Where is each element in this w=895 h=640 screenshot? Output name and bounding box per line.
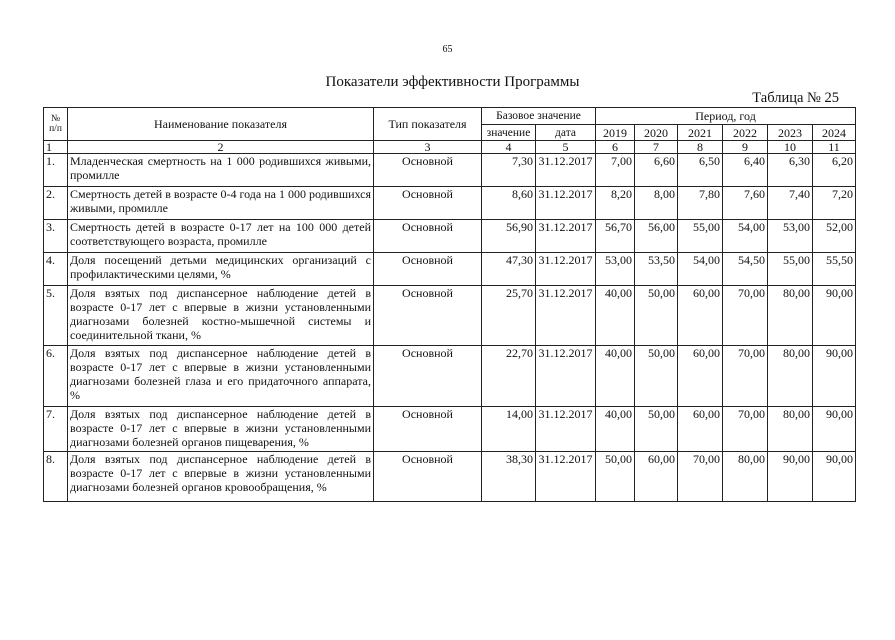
indicator-type: Основной [374, 253, 482, 286]
header-no: № п/п [44, 108, 68, 141]
year-value: 55,00 [678, 220, 723, 253]
year-value: 90,00 [813, 452, 856, 502]
indicator-name: Смертность детей в возрасте 0-17 лет на 100 000 детей соответствующего возраста, промилле [68, 220, 374, 253]
year-value: 53,00 [596, 253, 635, 286]
year-value: 8,00 [635, 187, 678, 220]
header-base-value: значение [482, 125, 536, 141]
year-value: 80,00 [768, 286, 813, 346]
indicator-type: Основной [374, 346, 482, 407]
year-value: 6,50 [678, 154, 723, 187]
year-value: 70,00 [678, 452, 723, 502]
table-row [44, 220, 856, 253]
indicator-type: Основной [374, 154, 482, 187]
year-value: 56,70 [596, 220, 635, 253]
base-value: 38,30 [482, 452, 536, 502]
header-base: Базовое значение [482, 108, 596, 125]
header-year: 2024 [813, 125, 856, 141]
year-value: 50,00 [596, 452, 635, 502]
year-value: 6,40 [723, 154, 768, 187]
year-value: 56,00 [635, 220, 678, 253]
row-number: 4. [44, 253, 68, 286]
year-value: 6,60 [635, 154, 678, 187]
indicator-name: Доля взятых под диспансерное наблюдение детей в возрасте 0-17 лет с впервые в жизни установленными диагнозами болезней органов кровообращения, % [68, 452, 374, 502]
indicator-name: Доля посещений детьми медицинских организаций с профилактическими целями, % [68, 253, 374, 286]
year-value: 40,00 [596, 346, 635, 407]
header-year: 2019 [596, 125, 635, 141]
row-number: 3. [44, 220, 68, 253]
column-number: 2 [68, 141, 374, 154]
base-date: 31.12.2017 [536, 220, 596, 253]
base-value: 56,90 [482, 220, 536, 253]
year-value: 90,00 [768, 452, 813, 502]
year-value: 8,20 [596, 187, 635, 220]
table-row [44, 452, 856, 502]
base-value: 47,30 [482, 253, 536, 286]
year-value: 70,00 [723, 286, 768, 346]
year-value: 90,00 [813, 407, 856, 452]
table-row [44, 187, 856, 220]
row-number: 7. [44, 407, 68, 452]
column-number: 4 [482, 141, 536, 154]
year-value: 70,00 [723, 407, 768, 452]
column-number: 7 [635, 141, 678, 154]
base-date: 31.12.2017 [536, 452, 596, 502]
base-date: 31.12.2017 [536, 187, 596, 220]
year-value: 50,00 [635, 286, 678, 346]
base-date: 31.12.2017 [536, 253, 596, 286]
year-value: 54,50 [723, 253, 768, 286]
year-value: 7,80 [678, 187, 723, 220]
header-base-date: дата [536, 125, 596, 141]
base-date: 31.12.2017 [536, 407, 596, 452]
column-numbers-row [44, 141, 856, 154]
column-number: 11 [813, 141, 856, 154]
year-value: 6,30 [768, 154, 813, 187]
year-value: 60,00 [635, 452, 678, 502]
year-value: 53,00 [768, 220, 813, 253]
year-value: 54,00 [678, 253, 723, 286]
header-period: Период, год [596, 108, 856, 125]
base-value: 22,70 [482, 346, 536, 407]
header-name: Наименование показателя [68, 108, 374, 141]
column-number: 8 [678, 141, 723, 154]
indicators-table [43, 107, 856, 502]
table-row [44, 407, 856, 452]
indicator-name: Младенческая смертность на 1 000 родившихся живыми, промилле [68, 154, 374, 187]
table-row [44, 154, 856, 187]
year-value: 90,00 [813, 286, 856, 346]
indicator-type: Основной [374, 187, 482, 220]
year-value: 7,00 [596, 154, 635, 187]
base-value: 25,70 [482, 286, 536, 346]
base-value: 7,30 [482, 154, 536, 187]
indicator-type: Основной [374, 286, 482, 346]
indicator-name: Доля взятых под диспансерное наблюдение детей в возрасте 0-17 лет с впервые в жизни установленными диагнозами болезней органов пищеварения, % [68, 407, 374, 452]
year-value: 50,00 [635, 346, 678, 407]
table-row [44, 286, 856, 346]
row-number: 1. [44, 154, 68, 187]
base-value: 14,00 [482, 407, 536, 452]
table-caption: Таблица № 25 [752, 90, 839, 106]
header-year: 2022 [723, 125, 768, 141]
indicator-name: Доля взятых под диспансерное наблюдение детей в возрасте 0-17 лет с впервые в жизни установленными диагнозами болезней костно-мышечной системы и соединительной ткани, % [68, 286, 374, 346]
header-type: Тип показателя [374, 108, 482, 141]
row-number: 8. [44, 452, 68, 502]
year-value: 54,00 [723, 220, 768, 253]
column-number: 1 [44, 141, 68, 154]
table-row [44, 253, 856, 286]
header-year: 2020 [635, 125, 678, 141]
column-number: 10 [768, 141, 813, 154]
year-value: 60,00 [678, 346, 723, 407]
base-date: 31.12.2017 [536, 154, 596, 187]
year-value: 80,00 [723, 452, 768, 502]
year-value: 7,20 [813, 187, 856, 220]
indicator-type: Основной [374, 407, 482, 452]
year-value: 7,40 [768, 187, 813, 220]
header-year: 2023 [768, 125, 813, 141]
year-value: 40,00 [596, 407, 635, 452]
year-value: 55,50 [813, 253, 856, 286]
year-value: 6,20 [813, 154, 856, 187]
year-value: 90,00 [813, 346, 856, 407]
column-number: 5 [536, 141, 596, 154]
year-value: 80,00 [768, 407, 813, 452]
year-value: 60,00 [678, 407, 723, 452]
column-number: 3 [374, 141, 482, 154]
indicator-type: Основной [374, 452, 482, 502]
document-title: Показатели эффективности Программы [325, 74, 580, 90]
year-value: 53,50 [635, 253, 678, 286]
row-number: 6. [44, 346, 68, 407]
header-year: 2021 [678, 125, 723, 141]
year-value: 40,00 [596, 286, 635, 346]
year-value: 70,00 [723, 346, 768, 407]
year-value: 55,00 [768, 253, 813, 286]
table-row [44, 346, 856, 407]
year-value: 7,60 [723, 187, 768, 220]
row-number: 2. [44, 187, 68, 220]
base-date: 31.12.2017 [536, 346, 596, 407]
column-number: 9 [723, 141, 768, 154]
indicator-type: Основной [374, 220, 482, 253]
base-date: 31.12.2017 [536, 286, 596, 346]
indicator-name: Доля взятых под диспансерное наблюдение детей в возрасте 0-17 лет с впервые в жизни установленными диагнозами болезней глаза и его придаточного аппарата, % [68, 346, 374, 407]
year-value: 50,00 [635, 407, 678, 452]
year-value: 52,00 [813, 220, 856, 253]
column-number: 6 [596, 141, 635, 154]
row-number: 5. [44, 286, 68, 346]
base-value: 8,60 [482, 187, 536, 220]
page-number: 65 [442, 44, 453, 55]
indicator-name: Смертность детей в возрасте 0-4 года на 1 000 родившихся живыми, промилле [68, 187, 374, 220]
year-value: 80,00 [768, 346, 813, 407]
year-value: 60,00 [678, 286, 723, 346]
